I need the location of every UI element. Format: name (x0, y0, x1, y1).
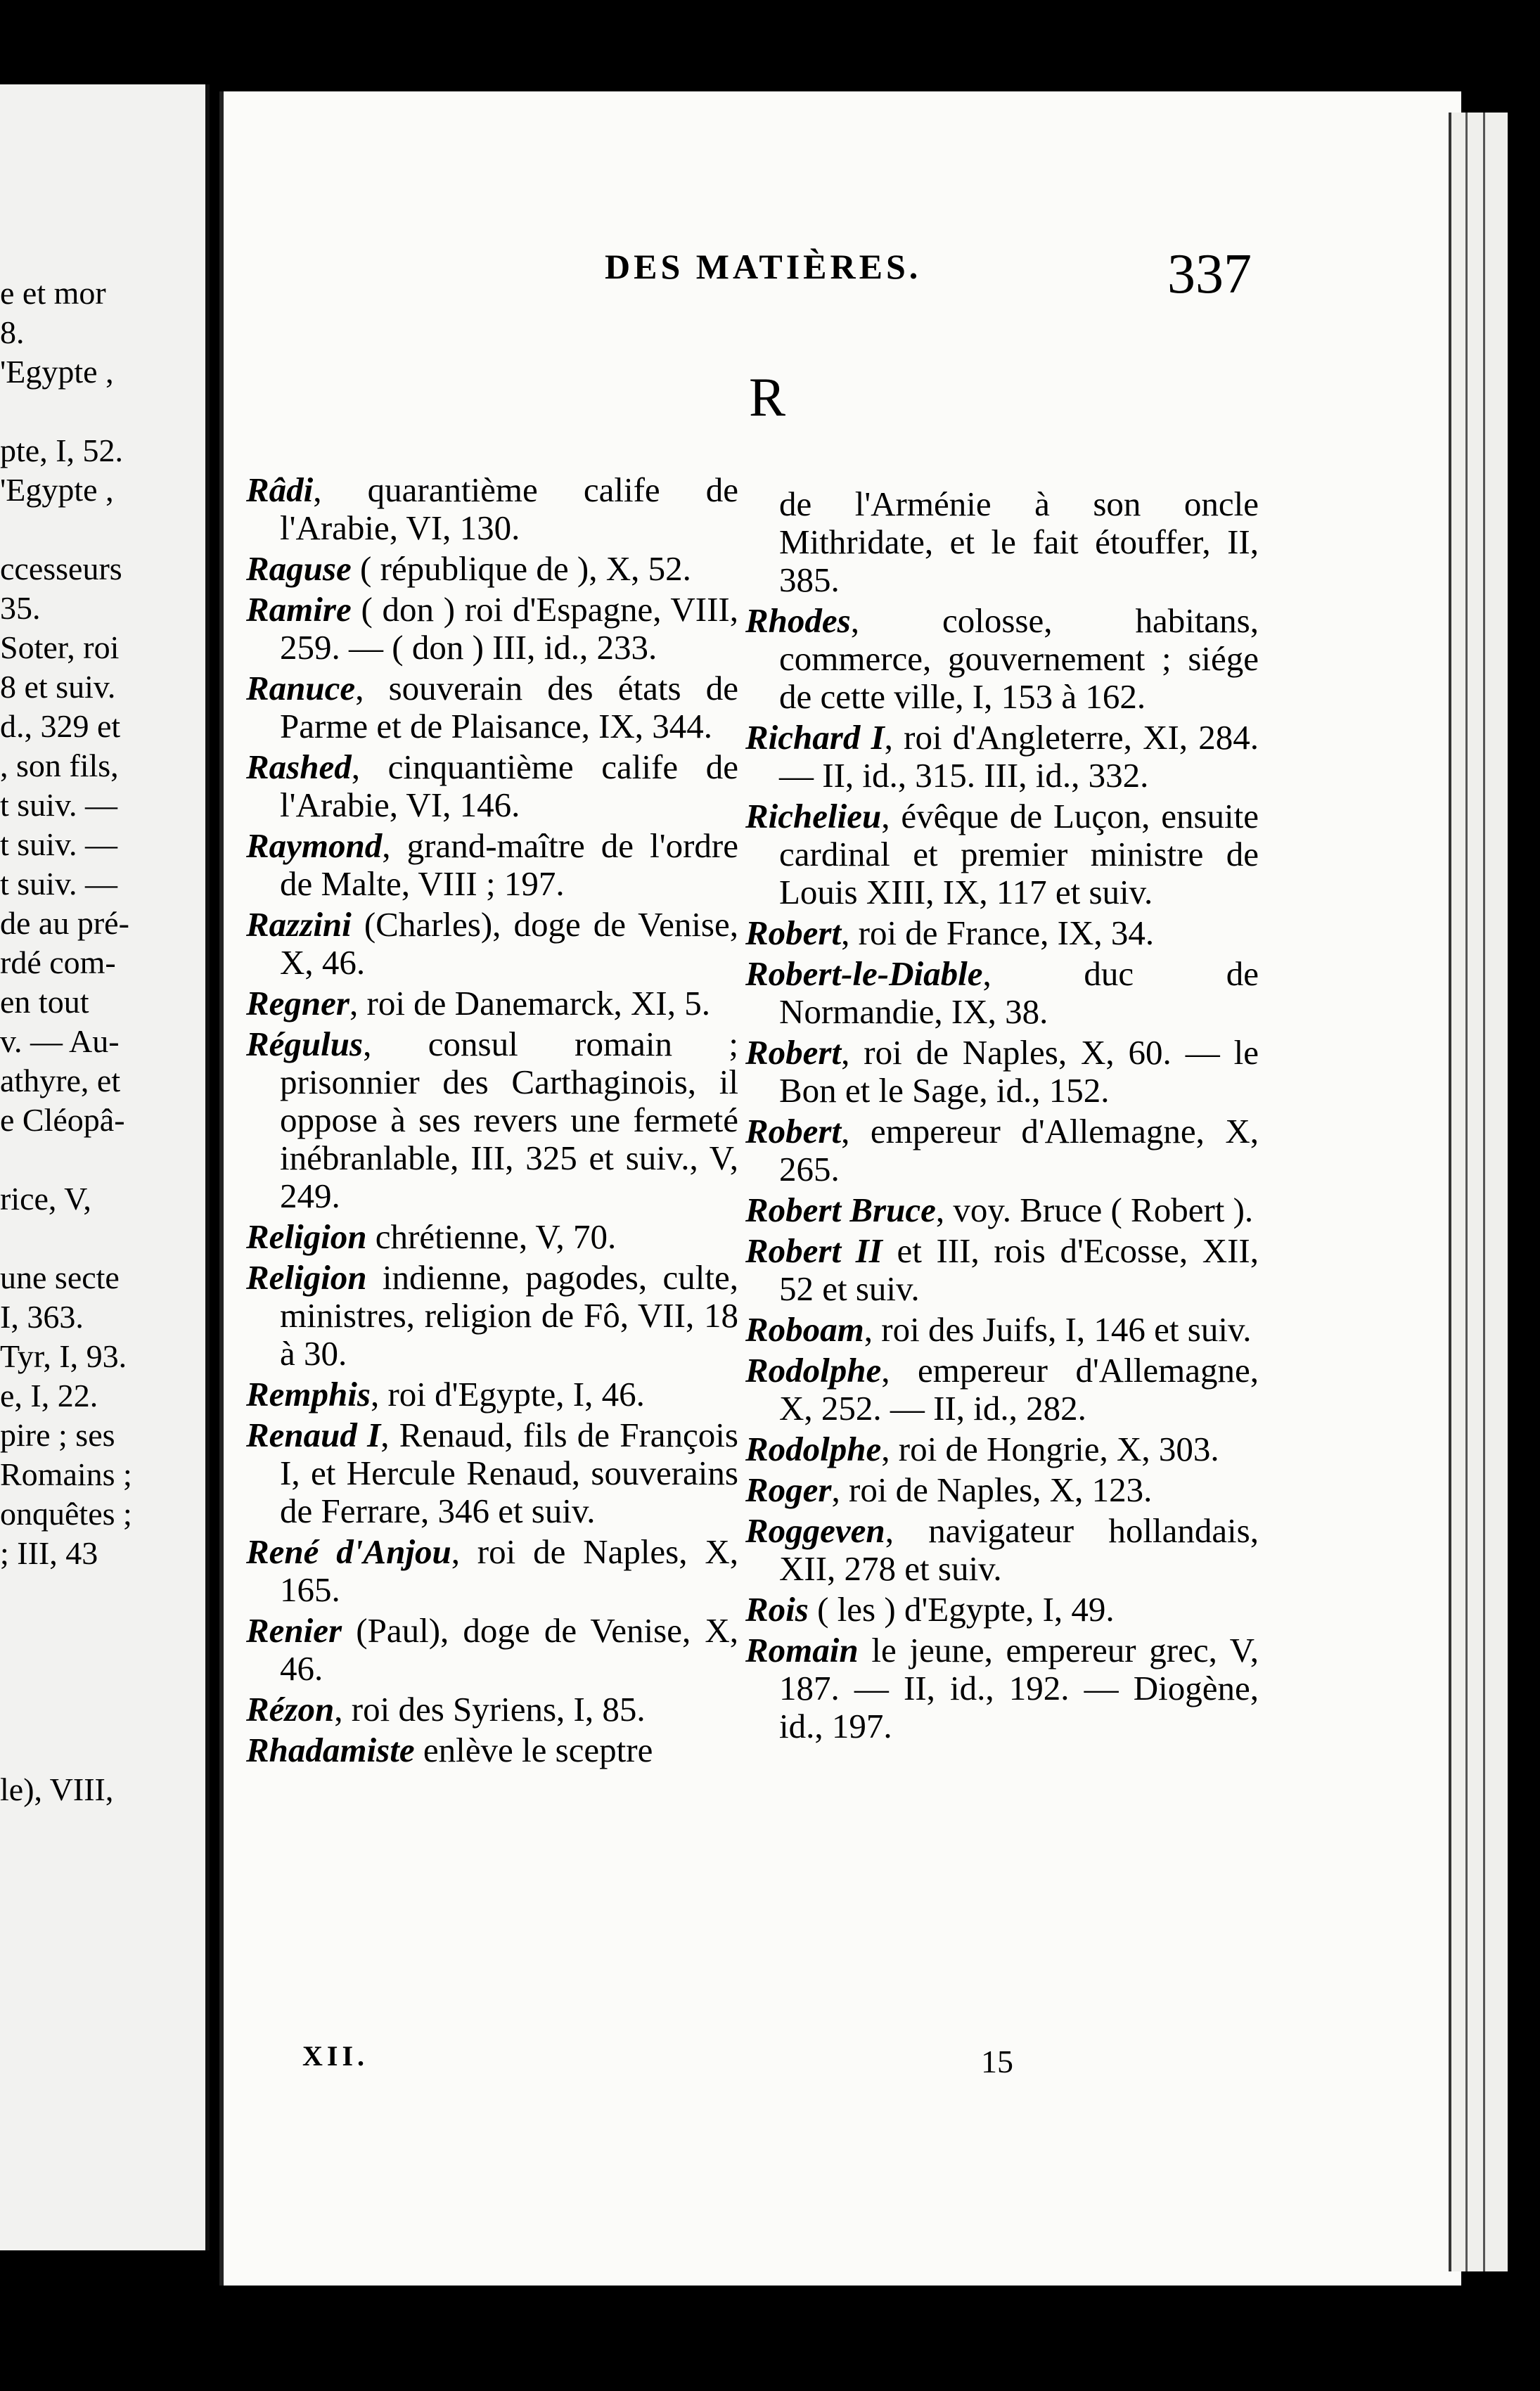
entry-headword: Renier (246, 1611, 342, 1650)
entry-text: indienne, pagodes, culte, ministres, religion de Fô, VII, 18 à 30. (280, 1258, 738, 1373)
entry-text: , empereur d'Allemagne, X, 252. — II, id., 282. (779, 1351, 1259, 1428)
entry-headword: Robert (745, 914, 842, 952)
index-entry (745, 602, 1259, 716)
entry-headword: Robert-le-Diable (745, 954, 983, 993)
entry-headword: Régulus (246, 1025, 364, 1063)
index-entry (246, 1533, 738, 1609)
index-entry (745, 797, 1259, 911)
entry-text: , roi de Hongrie, X, 303. (881, 1430, 1219, 1468)
entry-headword: Rois (745, 1590, 809, 1629)
entry-headword: Rodolphe (745, 1351, 882, 1390)
entry-headword: Roger (745, 1470, 832, 1509)
entry-text: , roi des Syriens, I, 85. (334, 1690, 646, 1729)
index-entry (246, 985, 738, 1023)
index-entry (745, 1191, 1259, 1229)
index-entry (745, 1512, 1259, 1588)
entry-text: , colosse, habitans, commerce, gouvernement ; siége de cette ville, I, 153 à 162. (779, 601, 1259, 716)
index-entry (246, 1691, 738, 1729)
index-entry (246, 591, 738, 667)
entry-headword: Robert Bruce (745, 1191, 936, 1229)
facing-page-line: pire ; ses (0, 1417, 115, 1453)
entry-text: , roi de Naples, X, 165. (280, 1532, 738, 1609)
entry-headword: Remphis (246, 1375, 371, 1414)
facing-page-line: 8. (0, 314, 25, 350)
facing-page-line: v. — Au- (0, 1023, 120, 1059)
section-letter: R (749, 366, 786, 428)
facing-page-line: 'Egypte , (0, 472, 114, 508)
index-entry (246, 827, 738, 903)
entry-text: , Renaud, fils de François I, et Hercule Renaud, souverains de Ferrare, 346 et suiv. (280, 1416, 738, 1530)
entry-headword: Raguse (246, 549, 352, 588)
facing-page-line: e et mor (0, 275, 106, 311)
entry-text: , cinquantième calife de l'Arabie, VI, 146. (280, 748, 738, 824)
facing-page-line: t suiv. — (0, 787, 117, 823)
facing-page-line: e, I, 22. (0, 1378, 98, 1414)
entry-text: et III, rois d'Ecosse, XII, 52 et suiv. (779, 1231, 1259, 1308)
entry-text: (Paul), doge de Venise, X, 46. (280, 1611, 738, 1688)
entry-text: enlève le sceptre (414, 1731, 653, 1769)
entry-headword: Razzini (246, 905, 352, 944)
facing-page-line: e Cléopâ- (0, 1102, 125, 1138)
entry-headword: Rashed (246, 748, 352, 786)
index-entry (745, 1471, 1259, 1509)
entry-headword: Regner (246, 984, 349, 1023)
entry-headword: Robert (745, 1112, 842, 1150)
index-entry (246, 1259, 738, 1373)
facing-page-line: 35. (0, 590, 41, 626)
entry-text: ( les ) d'Egypte, I, 49. (808, 1590, 1115, 1629)
facing-page-line: athyre, et (0, 1063, 121, 1098)
page-number: 337 (1167, 243, 1252, 305)
facing-page-line: ccesseurs (0, 551, 122, 586)
entry-text: de l'Arménie à son oncle Mithridate, et le fait étouffer, II, 385. (779, 485, 1259, 599)
index-entry (246, 748, 738, 824)
facing-page-line: 8 et suiv. (0, 669, 116, 705)
entry-headword: Roboam (745, 1310, 864, 1349)
entry-headword: Ranuce (246, 669, 356, 707)
index-entry (246, 471, 738, 547)
entry-headword: Robert (745, 1033, 842, 1072)
index-entry (246, 669, 738, 745)
index-entry (745, 1352, 1259, 1428)
entry-text: , empereur d'Allemagne, X, 265. (779, 1112, 1259, 1188)
index-entry (246, 1612, 738, 1688)
facing-page-line: , son fils, (0, 748, 119, 783)
entry-text: ( don ) roi d'Espagne, VIII, 259. — ( don ) III, id., 233. (280, 590, 738, 667)
entry-headword: Râdi (246, 470, 314, 509)
index-entry (745, 1430, 1259, 1468)
facing-page-line: I, 363. (0, 1299, 84, 1335)
facing-page-line: Romains ; (0, 1456, 132, 1492)
facing-page-line: de au pré- (0, 905, 129, 941)
facing-page-line: d., 329 et (0, 708, 121, 744)
facing-page-line: Tyr, I, 93. (0, 1338, 127, 1374)
entry-text: , roi de Naples, X, 123. (831, 1470, 1153, 1509)
signature-mark: XII. (302, 2040, 369, 2072)
index-entry (745, 719, 1259, 795)
sheet-number: 15 (981, 2044, 1013, 2079)
index-entry (246, 550, 738, 588)
entry-text: (Charles), doge de Venise, X, 46. (280, 905, 738, 982)
entry-headword: Rhadamiste (246, 1731, 415, 1769)
index-entry (246, 906, 738, 982)
running-head: DES MATIÈRES. (605, 247, 922, 286)
entry-headword: Renaud I (246, 1416, 381, 1454)
index-entry (745, 1113, 1259, 1188)
entry-headword: Richelieu (745, 797, 882, 835)
index-entry (745, 914, 1259, 952)
entry-headword: Richard I (745, 718, 885, 757)
entry-headword: Romain (745, 1631, 859, 1669)
entry-headword: Robert II (745, 1231, 883, 1270)
facing-page-line: en tout (0, 984, 89, 1020)
index-entry (745, 485, 1259, 599)
index-entry (745, 1232, 1259, 1308)
facing-page-line: onquêtes ; (0, 1496, 132, 1532)
entry-headword: Religion (246, 1258, 367, 1297)
entry-text: le jeune, empereur grec, V, 187. — II, id., 192. — Diogène, id., 197. (779, 1631, 1259, 1745)
entry-text: , voy. Bruce ( Robert ). (935, 1191, 1254, 1229)
index-entry (745, 1632, 1259, 1745)
facing-page-line: ; III, 43 (0, 1535, 98, 1571)
entry-text: , roi d'Egypte, I, 46. (370, 1375, 645, 1414)
entry-headword: Rézon (246, 1690, 335, 1729)
entry-text: , roi de Naples, X, 60. — le Bon et le Sage, id., 152. (779, 1033, 1259, 1110)
entry-headword: Rhodes (745, 601, 851, 640)
facing-page-line: une secte (0, 1259, 120, 1295)
entry-headword: René d'Anjou (246, 1532, 451, 1571)
index-entry (246, 1376, 738, 1414)
entry-text: , duc de Normandie, IX, 38. (779, 954, 1259, 1031)
facing-page-line: pte, I, 52. (0, 432, 124, 468)
entry-text: , roi des Juifs, I, 146 et suiv. (864, 1310, 1252, 1349)
index-column-left (246, 471, 738, 1772)
entry-headword: Religion (246, 1217, 367, 1256)
index-entry (745, 1311, 1259, 1349)
facing-page-fragment (0, 84, 210, 2250)
facing-page-line: t suiv. — (0, 826, 117, 862)
entry-text: ( république de ), X, 52. (351, 549, 691, 588)
index-entry (246, 1416, 738, 1530)
facing-page-line: Soter, roi (0, 629, 120, 665)
entry-headword: Rodolphe (745, 1430, 882, 1468)
page-edges (1449, 113, 1508, 2271)
entry-headword: Raymond (246, 826, 383, 865)
entry-text: , grand-maître de l'ordre de Malte, VIII ; 197. (280, 826, 738, 903)
index-entry (745, 1034, 1259, 1110)
entry-text: , navigateur hollandais, XII, 278 et suiv. (779, 1511, 1259, 1588)
index-entry (246, 1218, 738, 1256)
entry-text: , roi d'Angleterre, XI, 284. — II, id., 315. III, id., 332. (779, 718, 1259, 795)
facing-page-line: rdé com- (0, 944, 116, 980)
entry-text: , roi de France, IX, 34. (841, 914, 1155, 952)
index-entry (745, 955, 1259, 1031)
facing-page-line: le), VIII, (0, 1771, 114, 1807)
entry-headword: Ramire (246, 590, 352, 629)
index-column-right (745, 485, 1259, 1748)
index-entry (745, 1591, 1259, 1629)
entry-text: , souverain des états de Parme et de Plaisance, IX, 344. (280, 669, 738, 745)
entry-text: chrétienne, V, 70. (366, 1217, 617, 1256)
index-entry (246, 1731, 738, 1769)
entry-text: , roi de Danemarck, XI, 5. (349, 984, 710, 1023)
index-entry (246, 1025, 738, 1215)
entry-text: , consul romain ; prisonnier des Carthaginois, il oppose à ses revers une fermeté inébranlable, III, 325 et suiv., V, 249. (280, 1025, 738, 1215)
facing-page-line: 'Egypte , (0, 354, 114, 390)
facing-page-line: t suiv. — (0, 866, 117, 902)
facing-page-line: rice, V, (0, 1181, 91, 1217)
entry-text: , quarantième calife de l'Arabie, VI, 130. (280, 470, 738, 547)
entry-headword: Roggeven (745, 1511, 885, 1550)
entry-text: , évêque de Luçon, ensuite cardinal et premier ministre de Louis XIII, IX, 117 et suiv. (779, 797, 1259, 911)
